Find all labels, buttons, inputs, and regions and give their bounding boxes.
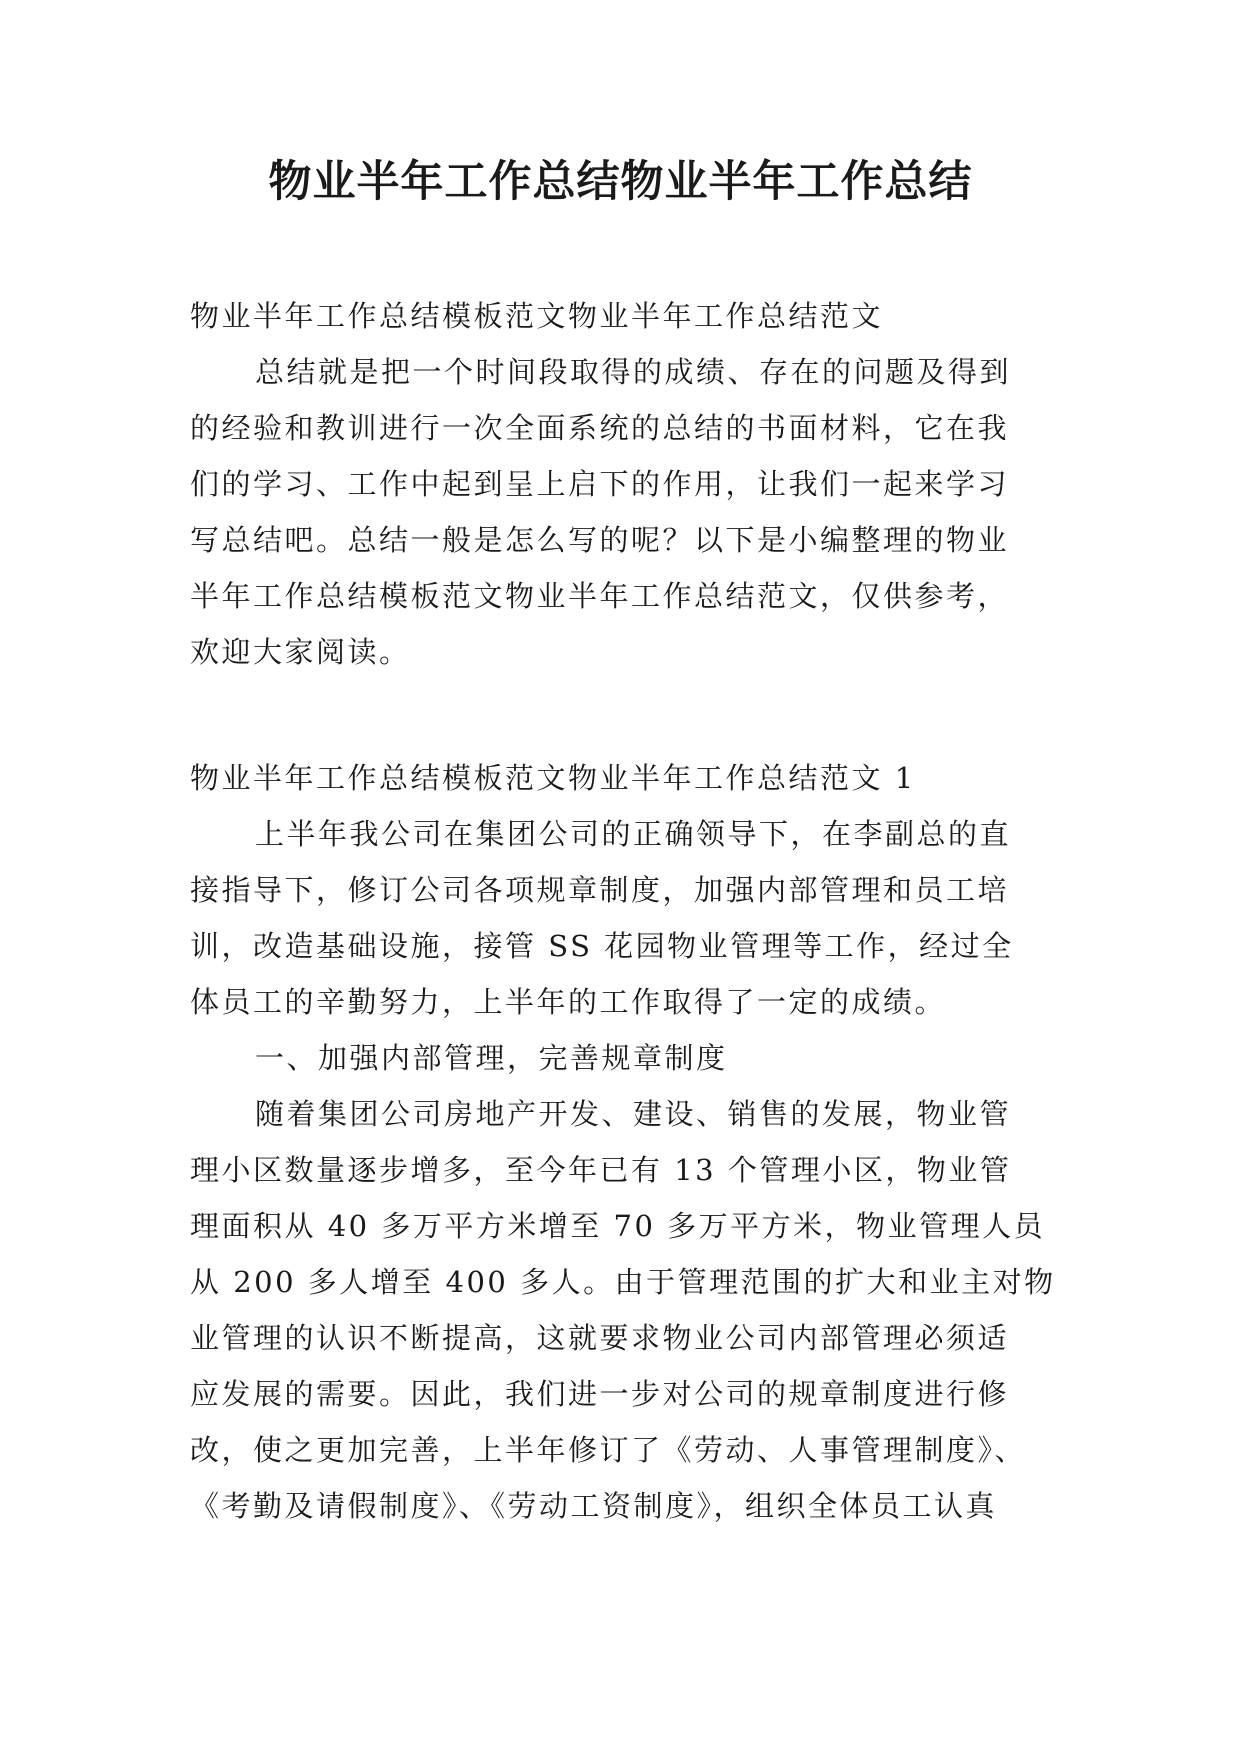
paragraph-line: 们的学习、工作中起到呈上启下的作用，让我们一起来学习 <box>190 467 1010 501</box>
paragraph-line: 业管理的认识不断提高，这就要求物业公司内部管理必须适 <box>190 1321 1010 1355</box>
paragraph-line: 《考勤及请假制度》、《劳动工资制度》，组织全体员工认真 <box>190 1489 998 1523</box>
paragraph-line: 的经验和教训进行一次全面系统的总结的书面材料，它在我 <box>190 411 1010 445</box>
paragraph-line: 欢迎大家阅读。 <box>190 635 411 669</box>
paragraph-line: 理小区数量逐步增多，至今年已有 13 个管理小区，物业管 <box>190 1153 1012 1187</box>
paragraph-line: 半年工作总结模板范文物业半年工作总结范文，仅供参考， <box>190 579 1010 613</box>
document-title: 物业半年工作总结物业半年工作总结 <box>268 157 973 207</box>
paragraph-line: 上半年我公司在集团公司的正确领导下，在李副总的直 <box>255 817 1012 851</box>
paragraph-line: 接指导下，修订公司各项规章制度，加强内部管理和员工培 <box>190 873 1010 907</box>
section-heading-1: 物业半年工作总结模板范文物业半年工作总结范文 1 <box>190 761 916 795</box>
subheading-line: 一、加强内部管理，完善规章制度 <box>255 1041 728 1075</box>
paragraph-line: 应发展的需要。因此，我们进一步对公司的规章制度进行修 <box>190 1377 1010 1411</box>
paragraph-line: 体员工的辛勤努力，上半年的工作取得了一定的成绩。 <box>190 985 947 1019</box>
paragraph-line: 从 200 多人增至 400 多人。由于管理范围的扩大和业主对物 <box>190 1265 1056 1299</box>
paragraph-line: 随着集团公司房地产开发、建设、销售的发展，物业管 <box>255 1097 1012 1131</box>
paragraph-line: 改，使之更加完善，上半年修订了《劳动、人事管理制度》、 <box>190 1433 1027 1467</box>
paragraph-line: 理面积从 40 多万平方米增至 70 多万平方米，物业管理人员 <box>190 1209 1046 1243</box>
paragraph-line: 总结就是把一个时间段取得的成绩、存在的问题及得到 <box>255 355 1012 389</box>
section-heading-intro: 物业半年工作总结模板范文物业半年工作总结范文 <box>190 299 884 333</box>
paragraph-line: 写总结吧。总结一般是怎么写的呢？以下是小编整理的物业 <box>190 523 1010 557</box>
paragraph-line: 训，改造基础设施，接管 SS 花园物业管理等工作，经过全 <box>190 929 1014 963</box>
